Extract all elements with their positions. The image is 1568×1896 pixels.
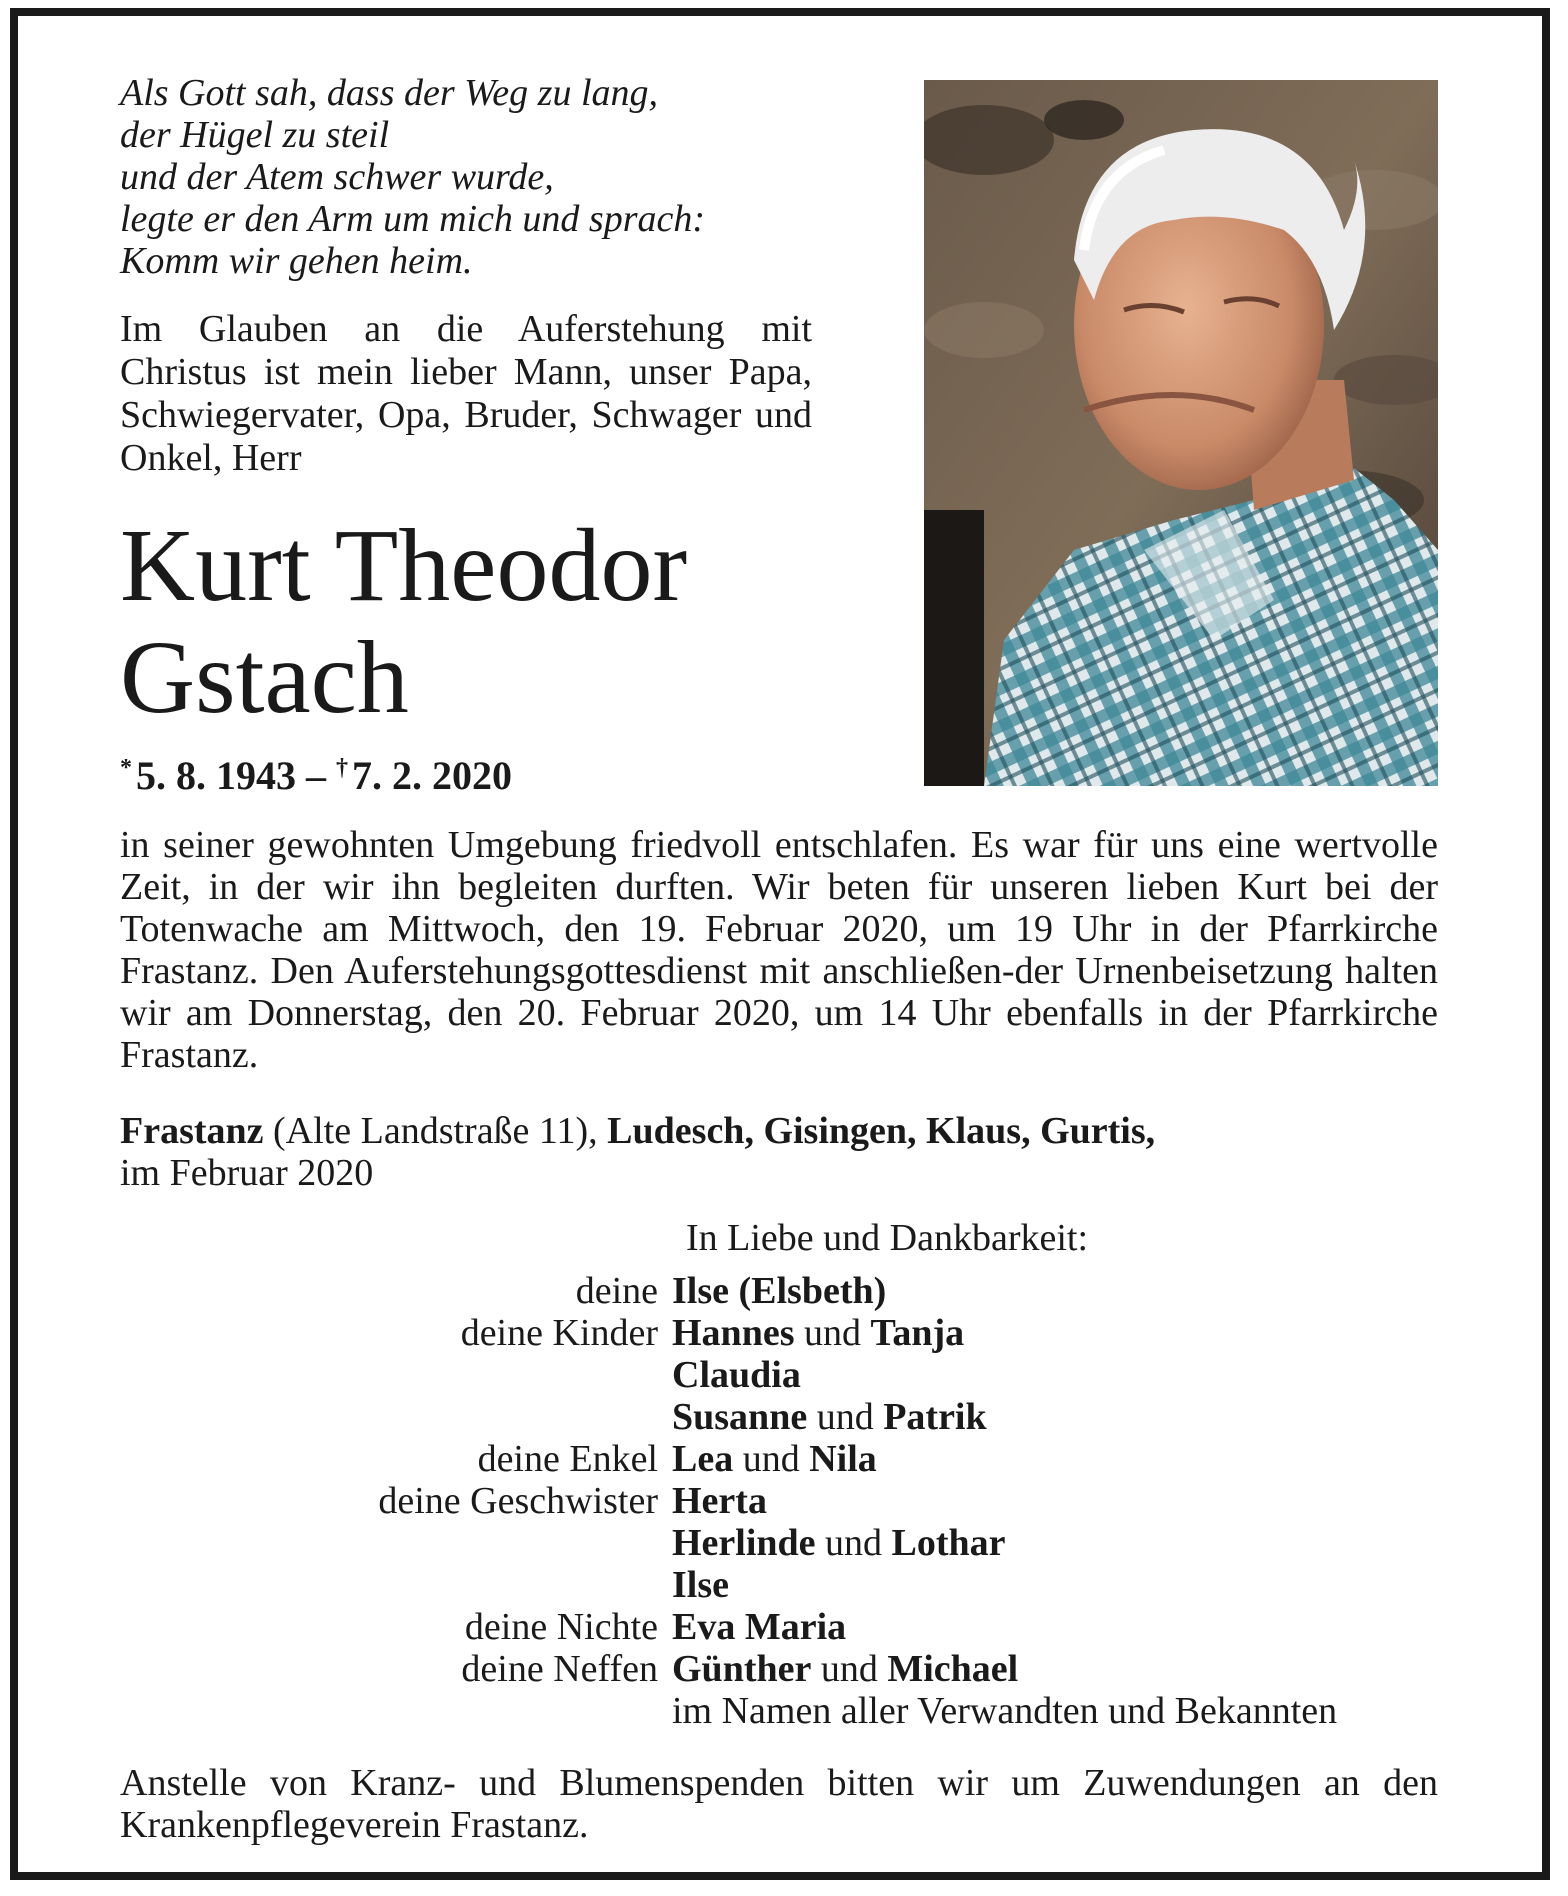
family-member-name: Hannes [672,1312,795,1354]
family-footer: im Namen aller Verwandten und Bekannten [672,1690,1338,1732]
place-address: (Alte Landstraße 11), [273,1110,598,1152]
body-text: in seiner gewohnten Umgebung friedvoll entschlafen. Es war für uns eine wertvolle Zeit, in der wir ihn begleiten durften. Wir beten für unseren lieben Kurt bei der Totenwache am Mittwoch, den 19. Februar 2020, um 19 Uhr in der Pfarrkirche Frastanz. Den Auferstehungsgottesdienst mit anschließen-der Urnenbeisetzung halten wir am Donnerstag, den 20. Februar 2020, um 14 Uhr ebenfalls in der Pfarrkirche Frastanz. [120,824,1438,1076]
family-row [120,1606,1438,1648]
family-member-name: Tanja [870,1312,965,1354]
family-relation: deine Geschwister [378,1480,658,1522]
place-town: Frastanz [120,1110,264,1152]
family-row [120,1312,1438,1354]
family-member-name: Herlinde [672,1522,816,1564]
poem-line: Als Gott sah, dass der Weg zu lang, [120,72,659,114]
family-names [672,1564,729,1606]
family-relation: deine [575,1270,658,1312]
place-others: Ludesch, Gisingen, Klaus, Gurtis, [607,1110,1156,1152]
family-footer-row [120,1690,1438,1732]
name-line-last: Gstach [120,620,409,735]
family-names [672,1522,1006,1564]
family-names [672,1396,987,1438]
family-conjunction: und [811,1648,888,1690]
family-row [120,1438,1438,1480]
family-names [672,1270,886,1312]
family-relation: deine Kinder [460,1312,658,1354]
family-conjunction: und [807,1396,884,1438]
family-conjunction: und [815,1522,892,1564]
date-separator: – [306,753,326,798]
family-member-name: Nila [809,1438,877,1480]
death-date: 7. 2. 2020 [352,753,512,798]
intro-text: Im Glauben an die Auferstehung mit Christus ist mein lieber Mann, unser Papa, Schwiegervater, Opa, Bruder, Schwager und Onkel, Herr [120,308,812,479]
family-row [120,1396,1438,1438]
family-relation [120,1354,672,1396]
family-names [672,1606,846,1648]
family-relation [120,1564,672,1606]
family-member-name: Günther [672,1648,812,1690]
family-relation: deine Enkel [477,1438,658,1480]
family-relation [120,1396,672,1438]
family-names [672,1354,801,1396]
family-member-name: Ilse [672,1564,729,1606]
family-names [672,1648,1018,1690]
family-list [120,1270,1438,1732]
birth-date: 5. 8. 1943 [136,753,296,798]
poem-line: der Hügel zu steil [120,114,390,156]
closing-text: Anstelle von Kranz- und Blumenspenden bitten wir um Zuwendungen an den Krankenpflegeverein Frastanz. [120,1762,1438,1846]
family-member-name: Lothar [891,1522,1006,1564]
deceased-name [120,510,820,734]
family-member-name: Lea [672,1438,734,1480]
death-symbol: † [336,755,348,781]
family-relation: deine Nichte [464,1606,658,1648]
family-row [120,1270,1438,1312]
family-row [120,1564,1438,1606]
poem [120,72,820,282]
family-member-name: Patrik [883,1396,987,1438]
signoff: In Liebe und Dankbarkeit: [686,1217,1089,1259]
family-member-name: Michael [887,1648,1019,1690]
portrait-photo [924,80,1438,786]
birth-symbol: * [120,755,132,781]
poem-line: und der Atem schwer wurde, [120,156,554,198]
family-relation [120,1522,672,1564]
family-member-name: Eva Maria [672,1606,847,1648]
family-member-name: Herta [672,1480,767,1522]
name-line-first: Kurt Theodor [120,508,688,623]
family-row [120,1354,1438,1396]
family-names [672,1312,964,1354]
family-member-name: Ilse (Elsbeth) [672,1270,887,1312]
life-dates [120,752,512,799]
poem-line: Komm wir gehen heim. [120,240,473,282]
family-row [120,1648,1438,1690]
poem-line: legte er den Arm um mich und sprach: [120,198,706,240]
places-line [120,1110,1438,1194]
place-date: im Februar 2020 [120,1152,374,1194]
family-row [120,1522,1438,1564]
family-names [672,1438,877,1480]
family-member-name: Claudia [672,1354,801,1396]
family-conjunction: und [733,1438,810,1480]
family-relation-empty [120,1690,672,1732]
family-names [672,1480,767,1522]
family-member-name: Susanne [672,1396,808,1438]
family-relation: deine Neffen [461,1648,658,1690]
family-conjunction: und [794,1312,871,1354]
family-row [120,1480,1438,1522]
